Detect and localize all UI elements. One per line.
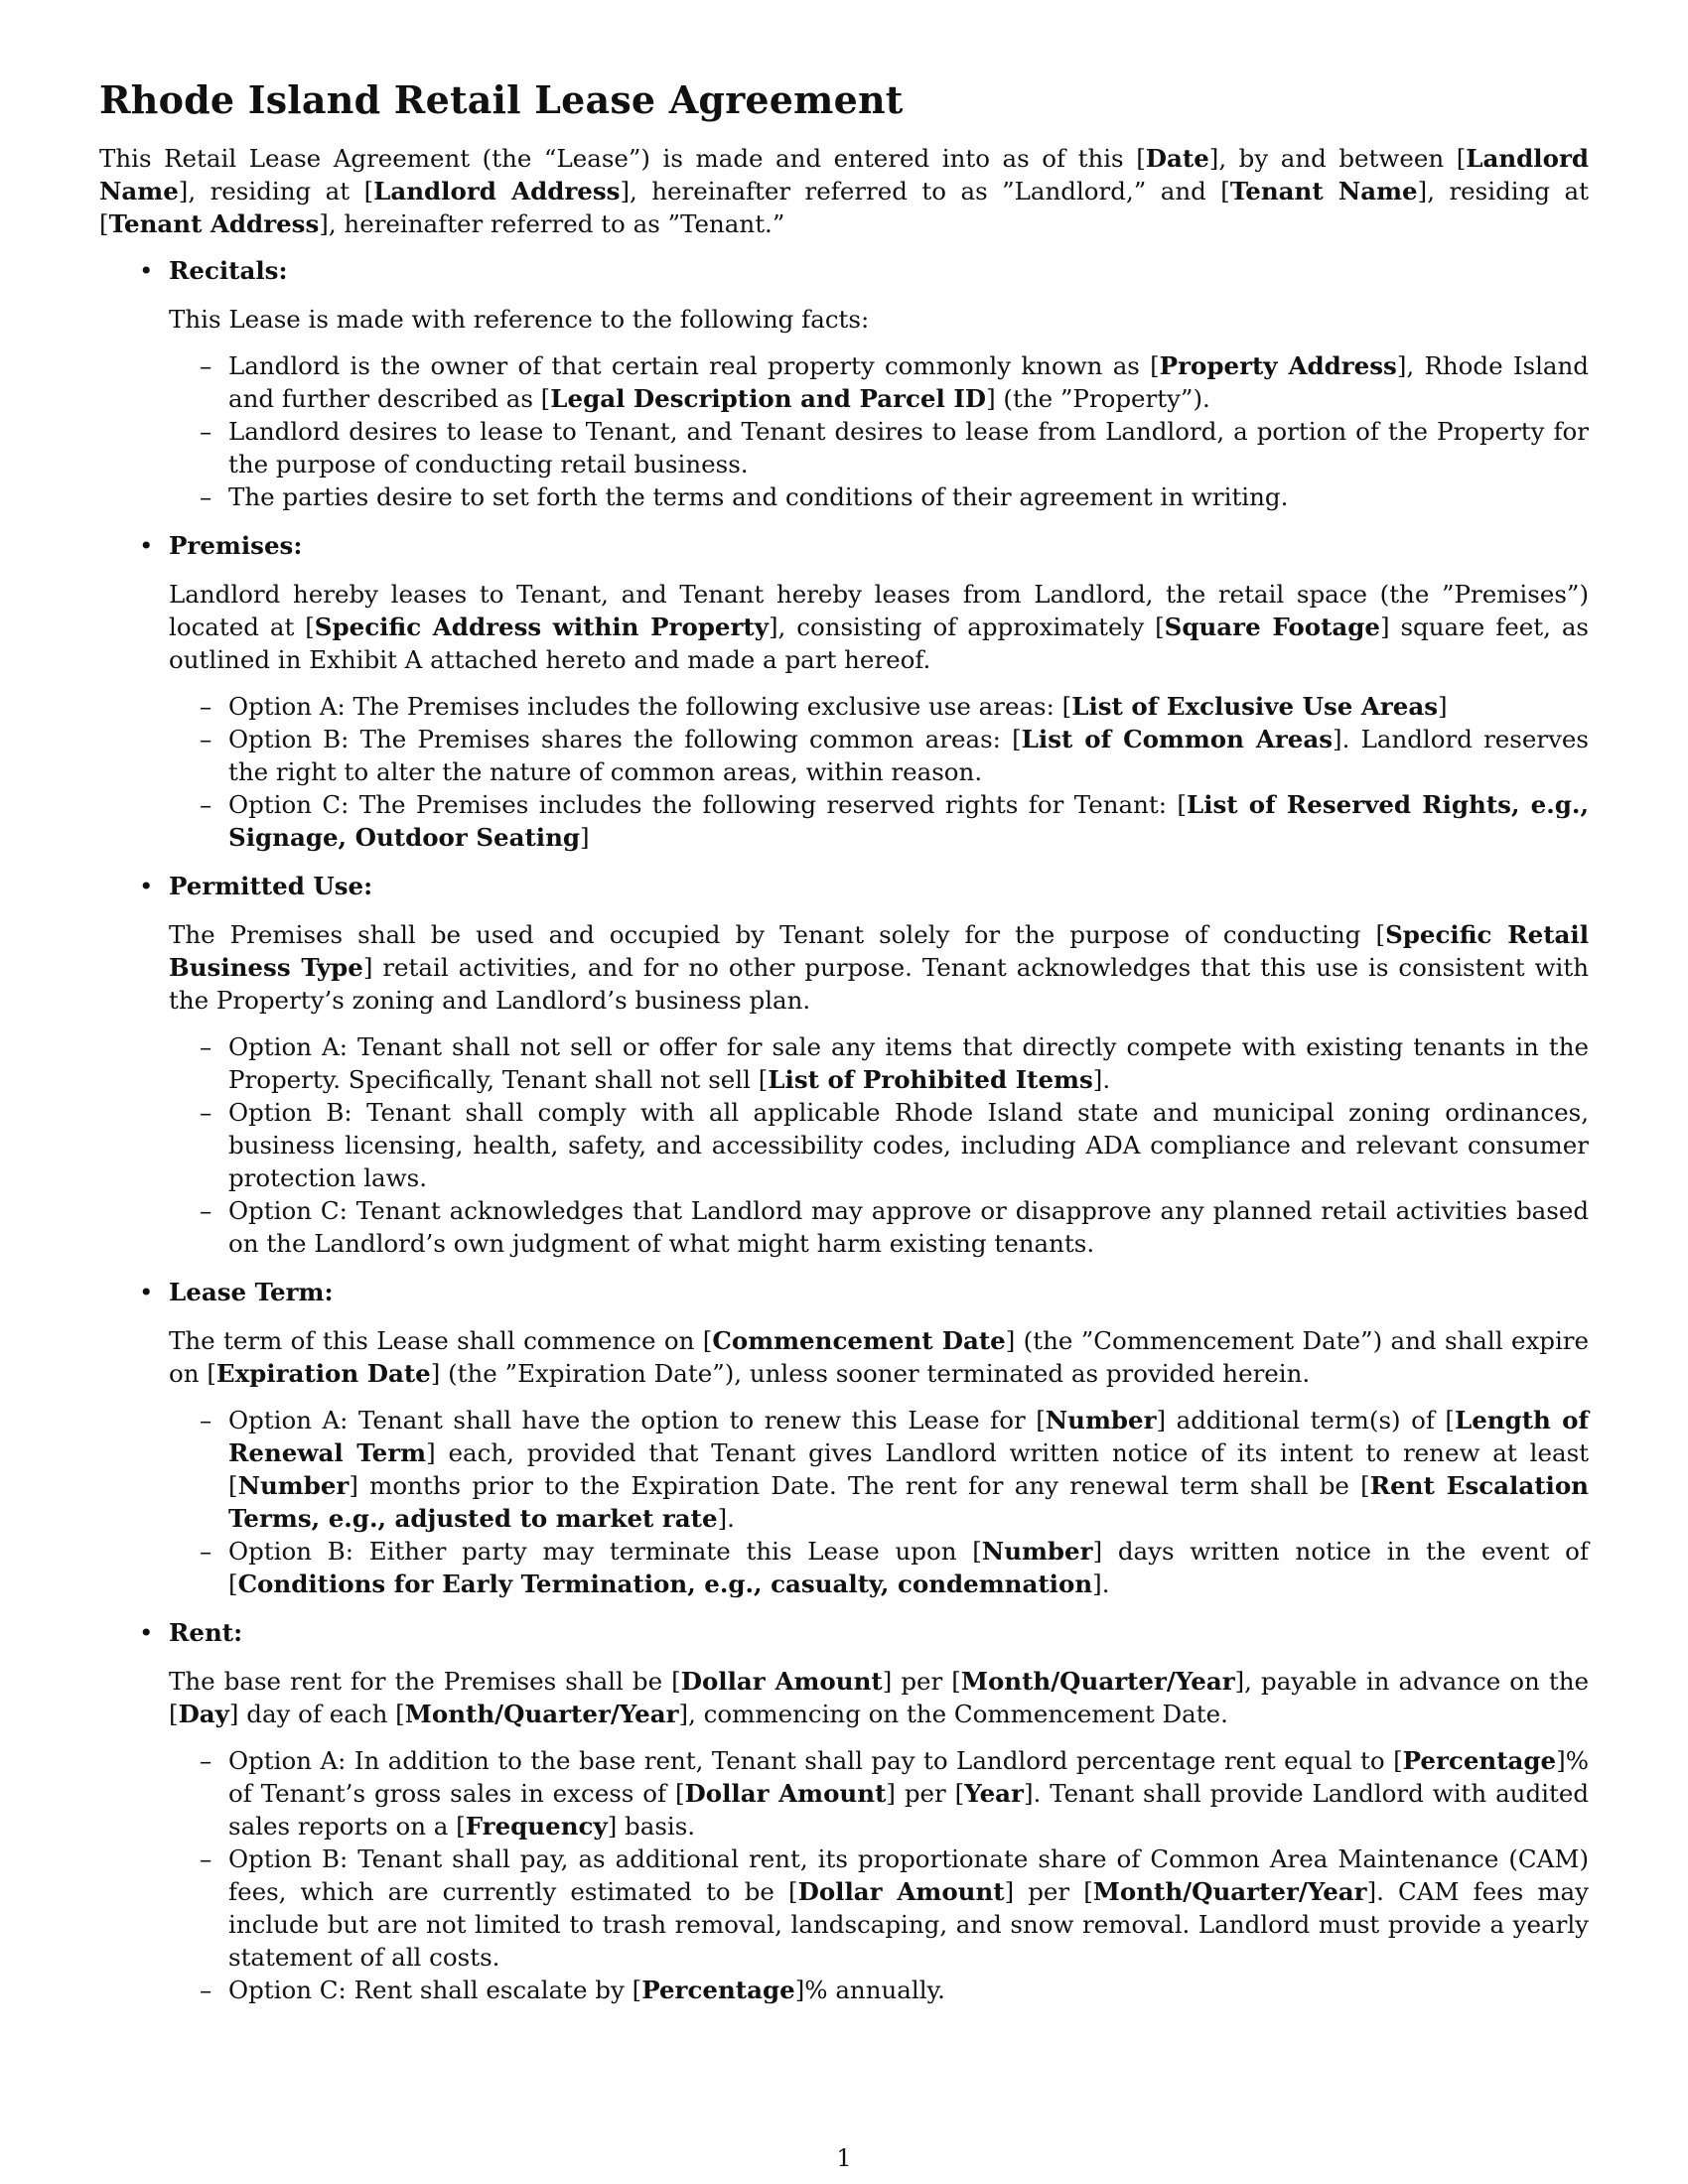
dash-icon: – bbox=[200, 1196, 212, 1225]
option-item bbox=[169, 1096, 1589, 1194]
text-run: This Retail Lease Agreement (the “Lease”) is made and entered into as of this bbox=[99, 144, 1137, 173]
dash-icon: – bbox=[200, 1537, 212, 1566]
text-run: ], commencing on the Commencement Date. bbox=[678, 1700, 1228, 1728]
section-heading: Premises: bbox=[169, 531, 303, 560]
text-run: Option C: The Premises includes the following reserved rights for Tenant: [ bbox=[228, 790, 1187, 819]
placeholder-field: Percentage bbox=[1402, 1746, 1557, 1775]
section-item bbox=[99, 1276, 1589, 1600]
placeholder-field: Specific Retail Business Type bbox=[169, 920, 1589, 982]
option-text bbox=[228, 1537, 1589, 1598]
text-run: ] additional term(s) of [ bbox=[1156, 1406, 1455, 1434]
section-item bbox=[99, 870, 1589, 1260]
document-page bbox=[99, 77, 1589, 2022]
text-run: The base rent for the Premises shall be [ bbox=[169, 1667, 681, 1696]
text-run: Option A: Tenant shall not sell or offer for sale any items that directly compete with existing tenants in the Property. Specifically, Tenant shall not sell [ bbox=[228, 1032, 1589, 1094]
dash-icon: – bbox=[200, 1844, 212, 1873]
text-run: ] square feet, as outlined in Exhibit A attached hereto and made a part hereof. bbox=[169, 613, 1590, 674]
text-run: ] day of each [ bbox=[228, 1700, 405, 1728]
text-run: Landlord is the owner of that certain real property commonly known as [ bbox=[228, 351, 1160, 380]
text-run: ], hereinafter referred to as ”Tenant.” bbox=[319, 209, 785, 238]
option-list bbox=[169, 690, 1589, 854]
text-run: Option A: The Premises includes the following exclusive use areas: [ bbox=[228, 692, 1072, 721]
dash-icon: – bbox=[200, 790, 212, 819]
text-run: ] per [ bbox=[1004, 1877, 1093, 1906]
option-item bbox=[169, 788, 1589, 854]
text-run: This Lease is made with reference to the following facts: bbox=[169, 305, 870, 334]
option-item bbox=[169, 349, 1589, 415]
bullet-icon: • bbox=[139, 256, 154, 285]
text-run: ], consisting of approximately [ bbox=[768, 613, 1165, 641]
option-text bbox=[228, 482, 1288, 511]
text-run: ]. bbox=[1092, 1065, 1111, 1094]
option-item bbox=[169, 1974, 1589, 2006]
option-item bbox=[169, 1843, 1589, 1974]
document-title: Rhode Island Retail Lease Agreement bbox=[99, 77, 904, 122]
placeholder-field: Month/Quarter/Year bbox=[1092, 1877, 1367, 1906]
placeholder-field: Frequency bbox=[465, 1812, 608, 1841]
section-body bbox=[169, 1665, 1589, 1730]
option-item bbox=[169, 723, 1589, 788]
dash-icon: – bbox=[200, 692, 212, 721]
section-heading: Rent: bbox=[169, 1618, 243, 1647]
dash-icon: – bbox=[200, 1406, 212, 1434]
placeholder-field: Landlord Name bbox=[99, 144, 1589, 205]
placeholder-field: List of Reserved Rights, e.g., Signage, Outdoor Seating bbox=[228, 790, 1589, 852]
text-run: Option C: Rent shall escalate by [ bbox=[228, 1976, 642, 2004]
text-run: ], residing at [ bbox=[178, 177, 374, 205]
option-item bbox=[169, 1535, 1589, 1600]
section-item bbox=[99, 1616, 1589, 2006]
text-run: The term of this Lease shall commence on [ bbox=[169, 1326, 713, 1355]
option-list bbox=[169, 1030, 1589, 1260]
option-text bbox=[228, 1032, 1589, 1094]
option-item bbox=[169, 415, 1589, 480]
text-run: ] basis. bbox=[607, 1812, 696, 1841]
dash-icon: – bbox=[200, 1032, 212, 1061]
text-run: ] (the ”Commencement Date”) and shall expire on [ bbox=[169, 1326, 1589, 1388]
placeholder-field: Number bbox=[1045, 1406, 1157, 1434]
bullet-icon: • bbox=[139, 872, 154, 900]
section-body bbox=[169, 578, 1589, 676]
option-text bbox=[228, 1406, 1589, 1533]
option-text bbox=[228, 1098, 1589, 1192]
placeholder-field: List of Exclusive Use Areas bbox=[1071, 692, 1439, 721]
section-item bbox=[99, 254, 1589, 513]
placeholder-field: Expiration Date bbox=[215, 1359, 431, 1388]
option-item bbox=[169, 480, 1589, 513]
text-run: Option B: Tenant shall comply with all applicable Rhode Island state and municipal zoning ordinances, business licensing, health, safety, and accessibility codes, including ADA compliance and relevant consumer protection laws. bbox=[228, 1098, 1589, 1192]
section-heading: Recitals: bbox=[169, 256, 288, 285]
text-run: The Premises shall be used and occupied by Tenant solely for the purpose of conducting [ bbox=[169, 920, 1386, 949]
option-text bbox=[228, 1196, 1589, 1258]
dash-icon: – bbox=[200, 1746, 212, 1775]
text-run: Option B: Tenant shall pay, as additional rent, its proportionate share of Common Area Maintenance (CAM) fees, which are currently estimated to be [ bbox=[228, 1844, 1589, 1906]
bullet-icon: • bbox=[139, 1618, 154, 1647]
option-text bbox=[228, 790, 1589, 852]
placeholder-field: Number bbox=[981, 1537, 1093, 1566]
text-run: ] bbox=[580, 823, 590, 852]
text-run: ]. bbox=[1092, 1570, 1110, 1598]
text-run: ], Rhode Island and further described as [ bbox=[228, 351, 1589, 413]
option-text bbox=[228, 1746, 1589, 1841]
dash-icon: – bbox=[200, 1098, 212, 1127]
text-run: [ bbox=[1136, 144, 1146, 173]
placeholder-field: List of Prohibited Items bbox=[768, 1065, 1093, 1094]
text-run: ]. Tenant shall provide Landlord with audited sales reports on a [ bbox=[228, 1779, 1590, 1841]
option-text bbox=[228, 692, 1448, 721]
option-item bbox=[169, 1404, 1589, 1535]
text-run: ] per [ bbox=[882, 1667, 961, 1696]
text-run: ] each, provided that Tenant gives Landlord written notice of its intent to renew at least [ bbox=[228, 1438, 1589, 1500]
placeholder-field: Date bbox=[1145, 144, 1209, 173]
placeholder-field: Day bbox=[178, 1700, 229, 1728]
option-list bbox=[169, 1744, 1589, 2006]
text-run: Option B: The Premises shares the following common areas: [ bbox=[228, 725, 1022, 753]
text-run: ] (the ”Property”). bbox=[986, 384, 1210, 413]
page-number: 1 bbox=[836, 2144, 852, 2172]
placeholder-field: Month/Quarter/Year bbox=[404, 1700, 679, 1728]
text-run: ], by and between [ bbox=[1208, 144, 1467, 173]
placeholder-field: Commencement Date bbox=[712, 1326, 1006, 1355]
option-text bbox=[228, 1844, 1589, 1972]
text-run: ] retail activities, and for no other purpose. Tenant acknowledges that this use is consistent with the Property’s zoning and Landlord’s business plan. bbox=[169, 953, 1589, 1015]
section-body bbox=[169, 1324, 1589, 1390]
dash-icon: – bbox=[200, 1976, 212, 2004]
dash-icon: – bbox=[200, 417, 212, 446]
option-list bbox=[169, 1404, 1589, 1600]
option-text bbox=[228, 351, 1589, 413]
text-run: ] per [ bbox=[886, 1779, 965, 1808]
text-run: ]% annually. bbox=[794, 1976, 945, 2004]
placeholder-field: Square Footage bbox=[1164, 613, 1380, 641]
text-run: Landlord hereby leases to Tenant, and Tenant hereby leases from Landlord, the retail space (the ”Premises”) located at [ bbox=[169, 580, 1589, 641]
option-text bbox=[228, 1976, 945, 2004]
placeholder-field: Dollar Amount bbox=[797, 1877, 1005, 1906]
text-run: ] bbox=[1438, 692, 1448, 721]
option-item bbox=[169, 1194, 1589, 1260]
placeholder-field: Rent Escalation Terms, e.g., adjusted to market rate bbox=[228, 1471, 1589, 1533]
text-run: Option A: In addition to the base rent, Tenant shall pay to Landlord percentage rent equal to [ bbox=[228, 1746, 1403, 1775]
text-run: ]. bbox=[717, 1504, 735, 1533]
placeholder-field: Percentage bbox=[641, 1976, 795, 2004]
intro-paragraph bbox=[99, 142, 1589, 240]
placeholder-field: Dollar Amount bbox=[680, 1667, 883, 1696]
placeholder-field: List of Common Areas bbox=[1021, 725, 1334, 753]
text-run: Landlord desires to lease to Tenant, and Tenant desires to lease from Landlord, a portion of the Property for the purpose of conducting retail business. bbox=[228, 417, 1589, 478]
option-item bbox=[169, 1744, 1589, 1843]
text-run: The parties desire to set forth the terms and conditions of their agreement in writing. bbox=[228, 482, 1289, 511]
placeholder-field: Dollar Amount bbox=[684, 1779, 887, 1808]
text-run: ], payable in advance on the [ bbox=[169, 1667, 1589, 1728]
placeholder-field: Conditions for Early Termination, e.g., casualty, condemnation bbox=[237, 1570, 1093, 1598]
dash-icon: – bbox=[200, 482, 212, 511]
text-run: ] months prior to the Expiration Date. The rent for any renewal term shall be [ bbox=[349, 1471, 1370, 1500]
text-run: Option B: Either party may terminate this Lease upon [ bbox=[228, 1537, 982, 1566]
dash-icon: – bbox=[200, 725, 212, 753]
sections-list bbox=[99, 254, 1589, 2006]
placeholder-field: Specific Address within Property bbox=[314, 613, 769, 641]
text-run: ]% of Tenant’s gross sales in excess of [ bbox=[228, 1746, 1589, 1808]
text-run: Option C: Tenant acknowledges that Landlord may approve or disapprove any planned retail activities based on the Landlord’s own judgment of what might harm existing tenants. bbox=[228, 1196, 1589, 1258]
option-text bbox=[228, 417, 1589, 478]
text-run: ]. Landlord reserves the right to alter the nature of common areas, within reason. bbox=[228, 725, 1589, 786]
text-run: ], hereinafter referred to as ”Landlord,” and [ bbox=[620, 177, 1230, 205]
section-heading: Lease Term: bbox=[169, 1278, 334, 1306]
section-heading: Permitted Use: bbox=[169, 872, 373, 900]
placeholder-field: Length of Renewal Term bbox=[228, 1406, 1590, 1467]
text-run: Option A: Tenant shall have the option to renew this Lease for [ bbox=[228, 1406, 1046, 1434]
placeholder-field: Legal Description and Parcel ID bbox=[550, 384, 987, 413]
placeholder-field: Tenant Name bbox=[1229, 177, 1418, 205]
placeholder-field: Year bbox=[964, 1779, 1024, 1808]
option-list bbox=[169, 349, 1589, 513]
section-body bbox=[169, 918, 1589, 1017]
dash-icon: – bbox=[200, 351, 212, 380]
placeholder-field: Property Address bbox=[1159, 351, 1397, 380]
placeholder-field: Month/Quarter/Year bbox=[960, 1667, 1235, 1696]
text-run: ], residing at [ bbox=[99, 177, 1589, 238]
bullet-icon: • bbox=[139, 1278, 154, 1306]
option-item bbox=[169, 1030, 1589, 1096]
section-body bbox=[169, 303, 1589, 336]
option-text bbox=[228, 725, 1589, 786]
bullet-icon: • bbox=[139, 531, 154, 560]
option-item bbox=[169, 690, 1589, 723]
text-run: ] (the ”Expiration Date”), unless sooner terminated as provided herein. bbox=[430, 1359, 1311, 1388]
placeholder-field: Tenant Address bbox=[108, 209, 320, 238]
text-run: ] days written notice in the event of [ bbox=[228, 1537, 1590, 1598]
section-item bbox=[99, 529, 1589, 854]
text-run: ]. CAM fees may include but are not limited to trash removal, landscaping, and snow removal. Landlord must provide a yearly statement of all costs. bbox=[228, 1877, 1589, 1972]
placeholder-field: Number bbox=[237, 1471, 350, 1500]
placeholder-field: Landlord Address bbox=[373, 177, 621, 205]
